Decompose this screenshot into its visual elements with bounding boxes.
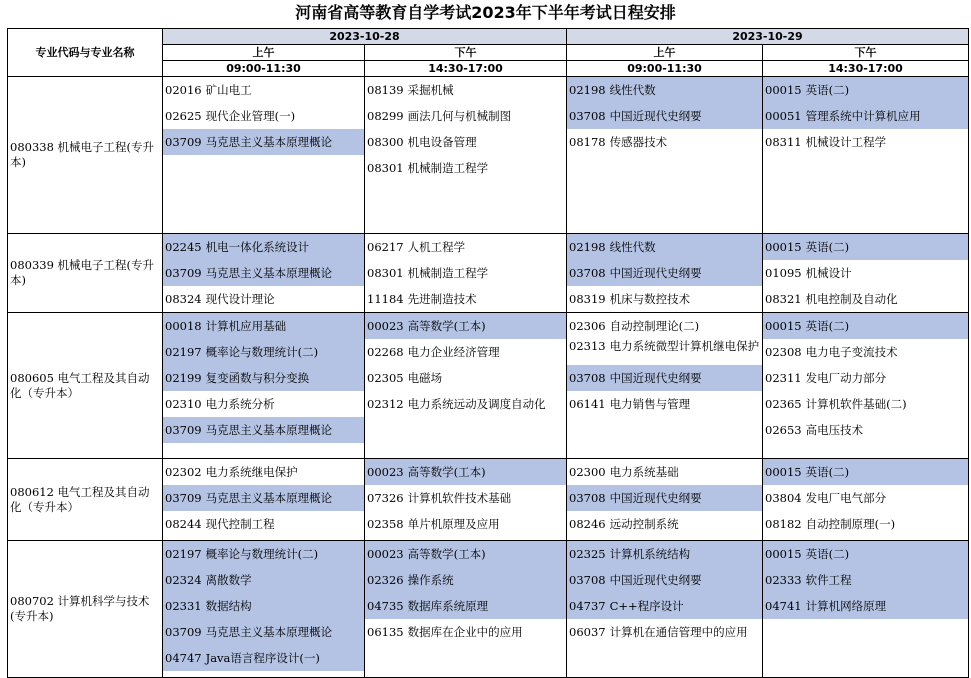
- course-code: 04747: [165, 651, 202, 665]
- major-name: 080605 电气工程及其自动化（专升本）: [8, 313, 163, 459]
- course-item: [763, 417, 968, 443]
- course-name: 操作系统: [407, 573, 454, 587]
- course-item: [763, 286, 968, 312]
- course-name: 计算机软件技术基础: [407, 491, 512, 505]
- course-name: 概率论与数理统计(二): [205, 345, 319, 359]
- course-code: 00023: [367, 465, 404, 479]
- course-code: 06217: [367, 240, 404, 254]
- course-item: [365, 391, 566, 417]
- course-name: 计算机在通信管理中的应用: [609, 625, 748, 639]
- course-code: 08178: [569, 135, 606, 149]
- course-item: [763, 391, 968, 417]
- session-cell: [365, 234, 567, 313]
- course-name: 先进制造技术: [407, 292, 477, 306]
- course-item: [763, 365, 968, 391]
- major-row: [8, 77, 969, 234]
- course-item: [567, 593, 762, 619]
- major-row: [8, 459, 969, 541]
- course-name: 电力系统远动及调度自动化: [407, 397, 546, 411]
- course-item: [163, 619, 364, 645]
- course-item: [365, 485, 566, 511]
- course-name: 发电厂电气部分: [805, 491, 887, 505]
- exam-schedule-table: [7, 28, 969, 678]
- course-code: 08182: [765, 517, 802, 531]
- course-item: [763, 260, 968, 286]
- course-item: [763, 234, 968, 260]
- course-code: 08246: [569, 517, 606, 531]
- course-name: 高等数学(工本): [407, 547, 486, 561]
- course-name: 高电压技术: [805, 423, 864, 437]
- course-code: 11184: [367, 292, 404, 306]
- course-name: 机械制造工程学: [407, 161, 489, 175]
- course-item: [163, 103, 364, 129]
- course-code: 02198: [569, 240, 606, 254]
- session-cell: [365, 541, 567, 678]
- course-name: 电力企业经济管理: [407, 345, 500, 359]
- course-code: 04735: [367, 599, 404, 613]
- course-code: 02333: [765, 573, 802, 587]
- course-code: 02268: [367, 345, 404, 359]
- course-code: 00015: [765, 83, 802, 97]
- course-name: 发电厂动力部分: [805, 371, 887, 385]
- course-name: 中国近现代史纲要: [609, 573, 702, 587]
- course-code: 02313: [569, 339, 606, 353]
- course-name: 电力系统微型计算机继电保护: [609, 339, 760, 353]
- course-code: 00015: [765, 319, 802, 333]
- session-cell: [163, 541, 365, 678]
- course-item: [763, 103, 968, 129]
- course-name: 电力系统分析: [205, 397, 275, 411]
- course-item: [567, 619, 762, 645]
- course-code: 03709: [165, 491, 202, 505]
- course-name: 矿山电工: [205, 83, 252, 97]
- course-name: 画法几何与机械制图: [407, 109, 512, 123]
- course-item: [365, 155, 566, 181]
- course-item: [567, 339, 762, 365]
- course-item: [365, 77, 566, 103]
- course-name: 马克思主义基本原理概论: [205, 625, 333, 639]
- course-name: 英语(二): [805, 319, 850, 333]
- course-name: 现代设计理论: [205, 292, 275, 306]
- course-code: 00015: [765, 465, 802, 479]
- course-name: 现代企业管理(一): [205, 109, 296, 123]
- course-item: [365, 541, 566, 567]
- course-code: 03709: [165, 135, 202, 149]
- course-item: [763, 77, 968, 103]
- course-code: 03804: [765, 491, 802, 505]
- session-cell: [567, 459, 763, 541]
- course-code: 02302: [165, 465, 202, 479]
- session-cell: [763, 541, 969, 678]
- course-name: 现代控制工程: [205, 517, 275, 531]
- course-item: [567, 459, 762, 485]
- course-item: [163, 511, 364, 537]
- course-item: [365, 260, 566, 286]
- course-item: [365, 129, 566, 155]
- course-code: 08139: [367, 83, 404, 97]
- period-header: 上午: [163, 45, 365, 61]
- course-name: 计算机系统结构: [609, 547, 691, 561]
- course-item: [763, 339, 968, 365]
- course-item: [163, 459, 364, 485]
- course-name: 英语(二): [805, 547, 850, 561]
- period-header: 下午: [763, 45, 969, 61]
- course-code: 03708: [569, 491, 606, 505]
- course-code: 00023: [367, 319, 404, 333]
- session-cell: [163, 459, 365, 541]
- course-item: [365, 103, 566, 129]
- course-code: 02625: [165, 109, 202, 123]
- course-code: 02305: [367, 371, 404, 385]
- course-name: 英语(二): [805, 83, 850, 97]
- course-item: [567, 313, 762, 339]
- course-item: [365, 234, 566, 260]
- session-cell: [763, 313, 969, 459]
- session-cell: [567, 313, 763, 459]
- course-name: 机电控制及自动化: [805, 292, 898, 306]
- course-code: 02358: [367, 517, 404, 531]
- course-code: 02197: [165, 345, 202, 359]
- course-name: 计算机应用基础: [205, 319, 287, 333]
- course-item: [365, 313, 566, 339]
- course-name: 线性代数: [609, 240, 656, 254]
- course-item: [365, 365, 566, 391]
- course-name: 单片机原理及应用: [407, 517, 500, 531]
- course-item: [163, 645, 364, 671]
- course-name: 电磁场: [407, 371, 443, 385]
- session-cell: [163, 77, 365, 234]
- course-item: [763, 567, 968, 593]
- course-code: 06135: [367, 625, 404, 639]
- course-name: 机械设计工程学: [805, 135, 887, 149]
- course-name: 机电设备管理: [407, 135, 477, 149]
- course-name: 复变函数与积分变换: [205, 371, 310, 385]
- session-cell: [567, 234, 763, 313]
- course-name: 中国近现代史纲要: [609, 266, 702, 280]
- course-code: 08324: [165, 292, 202, 306]
- course-name: 管理系统中计算机应用: [805, 109, 921, 123]
- course-name: 中国近现代史纲要: [609, 371, 702, 385]
- course-item: [567, 391, 762, 417]
- course-name: 采掘机械: [407, 83, 454, 97]
- course-code: 08319: [569, 292, 606, 306]
- session-cell: [365, 77, 567, 234]
- session-cell: [365, 459, 567, 541]
- period-header: 上午: [567, 45, 763, 61]
- course-name: 传感器技术: [609, 135, 668, 149]
- course-item: [567, 103, 762, 129]
- course-item: [163, 567, 364, 593]
- course-code: 03709: [165, 266, 202, 280]
- course-item: [163, 541, 364, 567]
- course-name: 马克思主义基本原理概论: [205, 135, 333, 149]
- major-row: [8, 313, 969, 459]
- course-item: [567, 567, 762, 593]
- course-code: 00051: [765, 109, 802, 123]
- course-name: C++程序设计: [609, 599, 684, 613]
- course-code: 02308: [765, 345, 802, 359]
- course-code: 07326: [367, 491, 404, 505]
- course-code: 01095: [765, 266, 802, 280]
- course-name: 马克思主义基本原理概论: [205, 266, 333, 280]
- course-item: [567, 485, 762, 511]
- date-header-2: 2023-10-29: [567, 29, 969, 45]
- course-item: [365, 593, 566, 619]
- course-name: 数据库系统原理: [407, 599, 489, 613]
- course-item: [163, 260, 364, 286]
- course-name: 概率论与数理统计(二): [205, 547, 319, 561]
- course-code: 02197: [165, 547, 202, 561]
- course-code: 08301: [367, 266, 404, 280]
- course-name: 电力系统继电保护: [205, 465, 298, 479]
- course-item: [763, 313, 968, 339]
- session-cell: [567, 77, 763, 234]
- course-item: [567, 365, 762, 391]
- course-code: 02325: [569, 547, 606, 561]
- major-name: 080702 计算机科学与技术(专升本): [8, 541, 163, 678]
- course-code: 02310: [165, 397, 202, 411]
- course-item: [163, 391, 364, 417]
- course-code: 03708: [569, 371, 606, 385]
- course-item: [567, 234, 762, 260]
- session-cell: [567, 541, 763, 678]
- course-name: 中国近现代史纲要: [609, 109, 702, 123]
- major-column-header: 专业代码与专业名称: [8, 29, 163, 77]
- course-item: [365, 511, 566, 537]
- course-name: 软件工程: [805, 573, 852, 587]
- course-item: [567, 541, 762, 567]
- time-header: 14:30-17:00: [365, 61, 567, 77]
- course-code: 02365: [765, 397, 802, 411]
- course-item: [763, 485, 968, 511]
- course-name: 中国近现代史纲要: [609, 491, 702, 505]
- session-cell: [763, 459, 969, 541]
- course-item: [567, 260, 762, 286]
- course-code: 08321: [765, 292, 802, 306]
- time-header: 14:30-17:00: [763, 61, 969, 77]
- course-name: 人机工程学: [407, 240, 466, 254]
- course-code: 08299: [367, 109, 404, 123]
- course-item: [763, 511, 968, 537]
- course-item: [763, 593, 968, 619]
- schedule-body: [8, 77, 969, 678]
- course-item: [567, 129, 762, 155]
- course-name: 高等数学(工本): [407, 319, 486, 333]
- course-code: 02311: [765, 371, 802, 385]
- course-item: [163, 339, 364, 365]
- course-item: [567, 286, 762, 312]
- course-name: 自动控制理论(二): [609, 319, 700, 333]
- course-code: 02198: [569, 83, 606, 97]
- major-name: 080339 机械电子工程(专升本): [8, 234, 163, 313]
- course-code: 02306: [569, 319, 606, 333]
- course-code: 06037: [569, 625, 606, 639]
- time-header: 09:00-11:30: [163, 61, 365, 77]
- course-item: [163, 234, 364, 260]
- course-item: [163, 417, 364, 443]
- course-code: 03708: [569, 109, 606, 123]
- course-name: 计算机网络原理: [805, 599, 887, 613]
- course-name: 计算机软件基础(二): [805, 397, 907, 411]
- course-name: 数据结构: [205, 599, 252, 613]
- course-code: 08244: [165, 517, 202, 531]
- course-name: 英语(二): [805, 240, 850, 254]
- course-item: [365, 286, 566, 312]
- major-name: 080338 机械电子工程(专升本): [8, 77, 163, 234]
- course-item: [567, 77, 762, 103]
- course-name: 高等数学(工本): [407, 465, 486, 479]
- course-code: 02326: [367, 573, 404, 587]
- course-code: 02199: [165, 371, 202, 385]
- course-code: 04737: [569, 599, 606, 613]
- course-name: 电力电子变流技术: [805, 345, 898, 359]
- course-code: 03708: [569, 266, 606, 280]
- course-name: 离散数学: [205, 573, 252, 587]
- course-item: [163, 593, 364, 619]
- course-item: [365, 459, 566, 485]
- course-name: 机械设计: [805, 266, 852, 280]
- course-code: 03709: [165, 423, 202, 437]
- course-code: 03708: [569, 573, 606, 587]
- period-header: 下午: [365, 45, 567, 61]
- course-code: 08300: [367, 135, 404, 149]
- time-header: 09:00-11:30: [567, 61, 763, 77]
- course-name: 机械制造工程学: [407, 266, 489, 280]
- session-cell: [763, 234, 969, 313]
- course-item: [163, 313, 364, 339]
- course-name: 机床与数控技术: [609, 292, 691, 306]
- session-cell: [163, 313, 365, 459]
- course-code: 02016: [165, 83, 202, 97]
- course-item: [365, 339, 566, 365]
- course-name: 电力销售与管理: [609, 397, 691, 411]
- course-code: 03709: [165, 625, 202, 639]
- course-name: 远动控制系统: [609, 517, 679, 531]
- course-name: 自动控制原理(一): [805, 517, 896, 531]
- course-name: 电力系统基础: [609, 465, 679, 479]
- course-item: [567, 511, 762, 537]
- course-name: 数据库在企业中的应用: [407, 625, 523, 639]
- course-item: [763, 129, 968, 155]
- major-row: [8, 541, 969, 678]
- course-code: 06141: [569, 397, 606, 411]
- course-item: [163, 77, 364, 103]
- course-item: [163, 485, 364, 511]
- course-code: 02653: [765, 423, 802, 437]
- session-cell: [163, 234, 365, 313]
- course-code: 02312: [367, 397, 404, 411]
- major-name: 080612 电气工程及其自动化（专升本）: [8, 459, 163, 541]
- major-row: [8, 234, 969, 313]
- course-item: [163, 365, 364, 391]
- course-code: 00015: [765, 240, 802, 254]
- page-title: 河南省高等教育自学考试2023年下半年考试日程安排: [295, 3, 676, 22]
- course-code: 00015: [765, 547, 802, 561]
- course-code: 02331: [165, 599, 202, 613]
- course-code: 02245: [165, 240, 202, 254]
- session-cell: [763, 77, 969, 234]
- course-code: 02300: [569, 465, 606, 479]
- course-name: 马克思主义基本原理概论: [205, 423, 333, 437]
- course-item: [365, 567, 566, 593]
- course-name: 线性代数: [609, 83, 656, 97]
- course-code: 08301: [367, 161, 404, 175]
- course-item: [763, 459, 968, 485]
- course-name: 机电一体化系统设计: [205, 240, 310, 254]
- course-name: Java语言程序设计(一): [205, 651, 320, 665]
- course-code: 00023: [367, 547, 404, 561]
- course-code: 00018: [165, 319, 202, 333]
- course-item: [163, 129, 364, 155]
- course-name: 英语(二): [805, 465, 850, 479]
- course-item: [763, 541, 968, 567]
- course-name: 马克思主义基本原理概论: [205, 491, 333, 505]
- course-code: 08311: [765, 135, 802, 149]
- course-item: [365, 619, 566, 645]
- course-code: 04741: [765, 599, 802, 613]
- course-item: [163, 286, 364, 312]
- course-code: 02324: [165, 573, 202, 587]
- session-cell: [365, 313, 567, 459]
- date-header-1: 2023-10-28: [163, 29, 567, 45]
